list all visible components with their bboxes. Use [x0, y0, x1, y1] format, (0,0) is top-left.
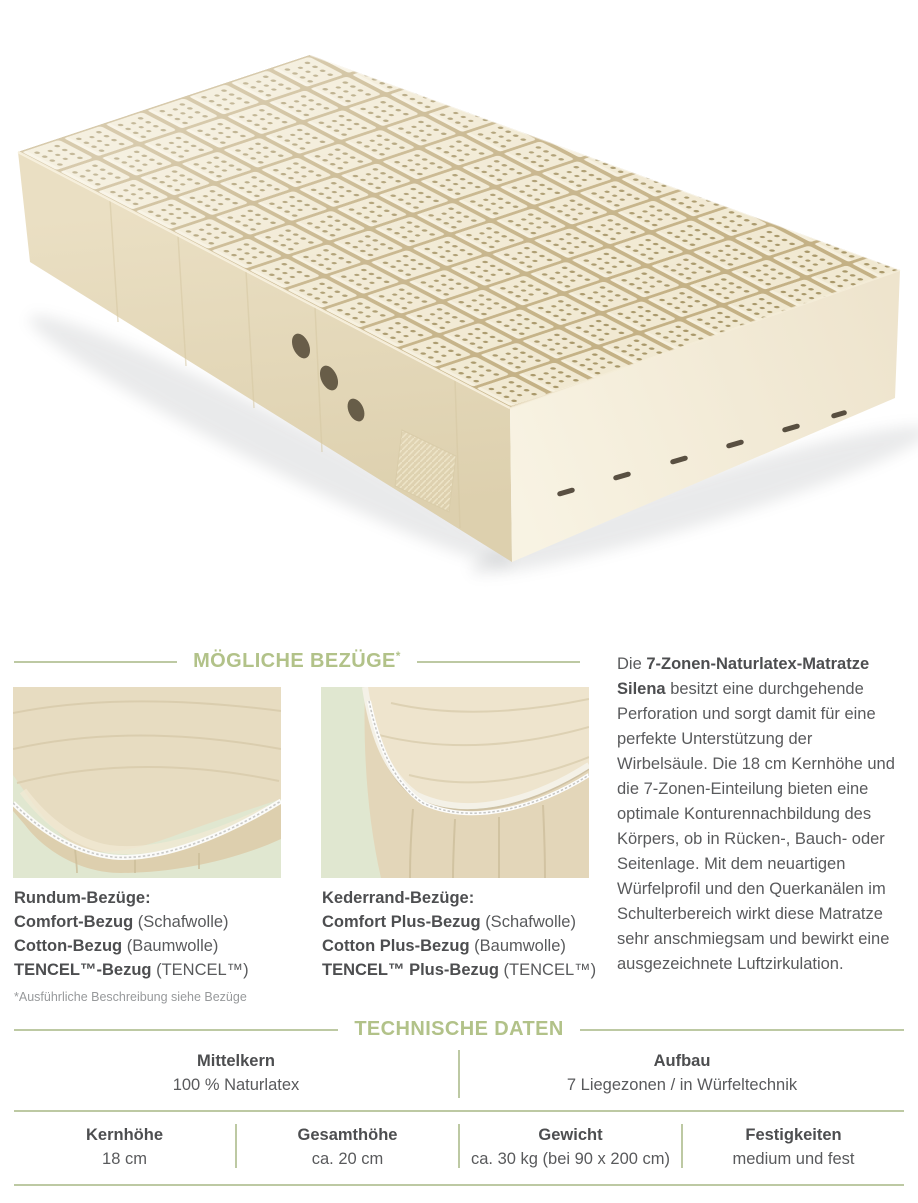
cover-name: Comfort-Bezug — [14, 913, 134, 931]
heading-rule-left — [14, 1029, 338, 1031]
cover-name: Cotton-Bezug — [14, 937, 123, 955]
kederrand-cover-illustration — [321, 687, 589, 878]
tech-label: Gesamthöhe — [297, 1126, 398, 1144]
cover-name: TENCEL™ Plus-Bezug — [322, 961, 499, 979]
tech-cell-kernhoehe — [14, 1122, 235, 1174]
tech-cell-aufbau — [460, 1048, 904, 1104]
cover-note: (Schafwolle) — [485, 913, 576, 931]
tech-cell-festigkeiten — [683, 1122, 904, 1174]
rundum-cover-illustration — [13, 687, 281, 878]
covers-footnote: *Ausführliche Beschreibung siehe Bezüge — [14, 990, 247, 1004]
cover-note: (Schafwolle) — [137, 913, 229, 931]
tech-cell-gewicht — [460, 1122, 681, 1174]
product-description-paragraph — [617, 652, 907, 977]
tech-label: Gewicht — [538, 1126, 603, 1144]
cover-note: (Baumwolle) — [474, 937, 566, 955]
tech-value: 18 cm — [102, 1150, 147, 1168]
cover-name: Cotton Plus-Bezug — [322, 937, 470, 955]
covers-section-heading — [14, 650, 580, 673]
product-name: 7-Zonen-Naturlatex-Matratze Silena — [617, 655, 870, 698]
tech-value: ca. 20 cm — [311, 1150, 384, 1168]
heading-rule-left — [14, 661, 177, 663]
tech-value: medium und fest — [732, 1150, 855, 1168]
tech-label: Mittelkern — [197, 1052, 275, 1070]
tech-cell-gesamthoehe — [237, 1122, 458, 1174]
kederrand-list-title: Kederrand-Bezüge: — [322, 889, 475, 907]
cover-item — [14, 958, 314, 982]
cover-photo-kederrand — [321, 687, 589, 878]
tech-specs-row — [14, 1122, 904, 1174]
tech-label: Kernhöhe — [85, 1126, 163, 1144]
cover-name: Comfort Plus-Bezug — [322, 913, 481, 931]
cover-note: (Baumwolle) — [126, 937, 219, 955]
tech-divider-line — [14, 1110, 904, 1112]
tech-section-heading — [14, 1018, 904, 1041]
cover-item — [14, 910, 314, 934]
heading-rule-right — [417, 661, 580, 663]
kederrand-cover-list — [322, 886, 622, 982]
heading-rule-right — [580, 1029, 904, 1031]
cover-item — [322, 958, 622, 982]
cover-item — [322, 910, 622, 934]
covers-heading-asterisk: * — [395, 649, 401, 663]
tech-value: ca. 30 kg (bei 90 x 200 cm) — [470, 1150, 670, 1168]
tech-label: Aufbau — [653, 1052, 711, 1070]
cover-note: (TENCEL™) — [156, 961, 249, 979]
cover-photo-rundum — [13, 687, 281, 878]
description-prefix: Die — [617, 655, 647, 673]
tech-value: 7 Liegezonen / in Würfeltechnik — [566, 1076, 798, 1094]
description-text: besitzt eine durchgehende Perforation und sorgt damit für eine perfekte Unterstützung der Wirbelsäule. Die 18 cm Kernhöhe und die 7-Zonen-Einteilung bieten eine optimale Konturennachbildung des Körpers, ob in Rücken-, Bauch- oder Seitenlage. Mit dem neuartigen Würfelprofil und den Querkanälen im Schulterbereich wirkt diese Matratze sehr anschmiegsam und bewirkt eine ausgezeichnete Luftzirkulation. — [617, 680, 895, 973]
cover-name: TENCEL™-Bezug — [14, 961, 152, 979]
rundum-list-title: Rundum-Bezüge: — [14, 889, 151, 907]
tech-heading-title: TECHNISCHE DATEN — [354, 1018, 564, 1040]
product-description — [617, 652, 907, 977]
cover-note: (TENCEL™) — [503, 961, 597, 979]
tech-cell-mittelkern — [14, 1048, 458, 1104]
rundum-cover-list — [14, 886, 314, 982]
cover-item — [14, 934, 314, 958]
covers-heading-title — [193, 650, 401, 673]
tech-primary-row — [14, 1048, 904, 1104]
cover-item — [322, 934, 622, 958]
bottom-line — [14, 1184, 904, 1186]
tech-value: 100 % Naturlatex — [172, 1076, 300, 1094]
tech-label: Festigkeiten — [745, 1126, 842, 1144]
covers-heading-text: MÖGLICHE BEZÜGE — [193, 650, 396, 672]
